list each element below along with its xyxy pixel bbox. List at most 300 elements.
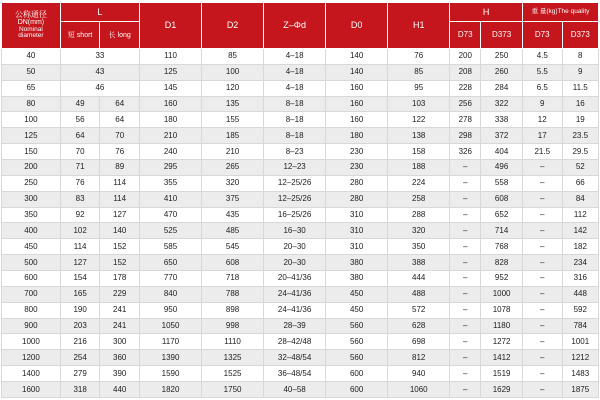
cell-h1: 85 (388, 64, 450, 80)
cell-z: 16–30 (264, 223, 326, 239)
cell-l-short: 64 (60, 128, 100, 144)
cell-weight-d73: – (522, 239, 562, 255)
cell-d1: 585 (140, 239, 202, 255)
cell-dn: 150 (2, 144, 61, 160)
dn-header-en1: Nominal (18, 25, 43, 33)
cell-h1: 388 (388, 255, 450, 271)
cell-weight-d373: 1875 (562, 382, 598, 398)
header-row-top (2, 3, 599, 22)
cell-weight-d73: – (522, 191, 562, 207)
cell-l-long: 76 (100, 144, 140, 160)
cell-d0: 160 (326, 112, 388, 128)
cell-l-long: 152 (100, 239, 140, 255)
cell-l-short: 127 (60, 255, 100, 271)
cell-d2: 185 (202, 128, 264, 144)
cell-h-d373: 404 (481, 144, 523, 160)
cell-d0: 230 (326, 144, 388, 160)
cell-d0: 230 (326, 160, 388, 176)
cell-l-short: 76 (60, 175, 100, 191)
cell-l-short: 83 (60, 191, 100, 207)
d2-header: D2 (202, 3, 264, 49)
cell-d2: 608 (202, 255, 264, 271)
h-header: H (450, 3, 523, 22)
cell-l-long: 178 (100, 271, 140, 287)
cell-weight-d73: – (522, 207, 562, 223)
cell-d0: 310 (326, 207, 388, 223)
cell-l-long: 127 (100, 207, 140, 223)
cell-l-long: 241 (100, 302, 140, 318)
cell-h-d73: – (450, 239, 481, 255)
cell-weight-d73: – (522, 334, 562, 350)
cell-dn: 65 (2, 80, 61, 96)
cell-h1: 158 (388, 144, 450, 160)
cell-d1: 1170 (140, 334, 202, 350)
table-row (2, 144, 599, 160)
table-row (2, 96, 599, 112)
cell-z: 40–58 (264, 382, 326, 398)
cell-dn: 300 (2, 191, 61, 207)
cell-d2: 1750 (202, 382, 264, 398)
cell-weight-d373: 52 (562, 160, 598, 176)
cell-l-short: 49 (60, 96, 100, 112)
cell-weight-d373: 1001 (562, 334, 598, 350)
cell-d1: 1820 (140, 382, 202, 398)
cell-h-d73: – (450, 382, 481, 398)
cell-h-d73: 256 (450, 96, 481, 112)
dn-header-unit: DN(mm) (17, 19, 45, 27)
cell-h-d73: – (450, 160, 481, 176)
cell-weight-d373: 592 (562, 302, 598, 318)
cell-h-d373: 372 (481, 128, 523, 144)
table-row (2, 64, 599, 80)
cell-d1: 240 (140, 144, 202, 160)
cell-d2: 320 (202, 175, 264, 191)
cell-h-d73: 298 (450, 128, 481, 144)
cell-h-d73: – (450, 191, 481, 207)
cell-weight-d373: 84 (562, 191, 598, 207)
cell-l-short: 318 (60, 382, 100, 398)
cell-z: 28–42/48 (264, 334, 326, 350)
cell-d2: 135 (202, 96, 264, 112)
cell-h-d373: 608 (481, 191, 523, 207)
cell-z: 24–41/36 (264, 286, 326, 302)
cell-weight-d73: 9 (522, 96, 562, 112)
cell-h-d73: 326 (450, 144, 481, 160)
cell-d1: 110 (140, 49, 202, 65)
cell-weight-d373: 316 (562, 271, 598, 287)
cell-dn: 40 (2, 49, 61, 65)
table-row (2, 350, 599, 366)
cell-d1: 295 (140, 160, 202, 176)
cell-d0: 560 (326, 318, 388, 334)
cell-z: 36–48/54 (264, 366, 326, 382)
cell-d1: 410 (140, 191, 202, 207)
cell-z: 24–41/36 (264, 302, 326, 318)
cell-d2: 1525 (202, 366, 264, 382)
cell-z: 28–39 (264, 318, 326, 334)
cell-l-long: 390 (100, 366, 140, 382)
cell-z: 8–23 (264, 144, 326, 160)
weight-d73-header: D73 (522, 22, 562, 49)
cell-h-d373: 1629 (481, 382, 523, 398)
cell-h-d73: 278 (450, 112, 481, 128)
cell-h-d373: 1180 (481, 318, 523, 334)
cell-d2: 788 (202, 286, 264, 302)
cell-h-d373: 652 (481, 207, 523, 223)
cell-d1: 470 (140, 207, 202, 223)
cell-l-short: 102 (60, 223, 100, 239)
cell-d1: 770 (140, 271, 202, 287)
cell-weight-d73: – (522, 160, 562, 176)
cell-weight-d73: – (522, 271, 562, 287)
cell-dn: 50 (2, 64, 61, 80)
cell-d2: 210 (202, 144, 264, 160)
cell-d1: 145 (140, 80, 202, 96)
l-short-header: 短 short (60, 22, 100, 49)
cell-h-d373: 714 (481, 223, 523, 239)
table-row (2, 128, 599, 144)
cell-weight-d73: 4.5 (522, 49, 562, 65)
cell-weight-d373: 19 (562, 112, 598, 128)
cell-l-long: 64 (100, 112, 140, 128)
cell-z: 12–23 (264, 160, 326, 176)
cell-l-short: 92 (60, 207, 100, 223)
cell-h-d373: 1272 (481, 334, 523, 350)
cell-d1: 1590 (140, 366, 202, 382)
dn-header-cn: 公称通径 (14, 9, 47, 19)
spec-table (1, 2, 599, 398)
cell-d0: 160 (326, 80, 388, 96)
dn-header (2, 3, 61, 49)
cell-d0: 310 (326, 223, 388, 239)
cell-d2: 85 (202, 49, 264, 65)
cell-h-d373: 496 (481, 160, 523, 176)
table-row (2, 271, 599, 287)
h-d373-header: D373 (481, 22, 523, 49)
cell-d1: 355 (140, 175, 202, 191)
cell-dn: 800 (2, 302, 61, 318)
cell-weight-d373: 784 (562, 318, 598, 334)
table-row (2, 382, 599, 398)
cell-h-d73: – (450, 255, 481, 271)
cell-d0: 160 (326, 96, 388, 112)
cell-dn: 500 (2, 255, 61, 271)
cell-d0: 450 (326, 286, 388, 302)
cell-d2: 120 (202, 80, 264, 96)
cell-l-merged: 33 (60, 49, 139, 65)
cell-d1: 180 (140, 112, 202, 128)
cell-h-d73: – (450, 175, 481, 191)
cell-dn: 200 (2, 160, 61, 176)
cell-d2: 100 (202, 64, 264, 80)
z-header: Z–Φd (264, 3, 326, 49)
cell-h-d373: 284 (481, 80, 523, 96)
table-body (2, 49, 599, 398)
cell-h-d73: 208 (450, 64, 481, 80)
cell-d2: 998 (202, 318, 264, 334)
cell-h-d373: 250 (481, 49, 523, 65)
cell-weight-d73: – (522, 286, 562, 302)
cell-h-d73: – (450, 318, 481, 334)
cell-h-d73: 228 (450, 80, 481, 96)
cell-h-d373: 768 (481, 239, 523, 255)
cell-d1: 525 (140, 223, 202, 239)
cell-l-short: 114 (60, 239, 100, 255)
cell-z: 8–18 (264, 96, 326, 112)
cell-d0: 560 (326, 350, 388, 366)
cell-z: 4–18 (264, 49, 326, 65)
cell-l-long: 114 (100, 175, 140, 191)
cell-weight-d373: 234 (562, 255, 598, 271)
table-row (2, 302, 599, 318)
cell-weight-d73: – (522, 318, 562, 334)
l-header: L (60, 3, 139, 22)
cell-weight-d373: 11.5 (562, 80, 598, 96)
cell-dn: 1400 (2, 366, 61, 382)
cell-dn: 600 (2, 271, 61, 287)
cell-dn: 250 (2, 175, 61, 191)
cell-h-d373: 260 (481, 64, 523, 80)
cell-h1: 488 (388, 286, 450, 302)
cell-weight-d73: – (522, 382, 562, 398)
cell-h1: 444 (388, 271, 450, 287)
cell-d0: 380 (326, 255, 388, 271)
cell-d2: 1110 (202, 334, 264, 350)
cell-l-long: 70 (100, 128, 140, 144)
cell-l-long: 360 (100, 350, 140, 366)
cell-d2: 1325 (202, 350, 264, 366)
cell-l-long: 114 (100, 191, 140, 207)
l-long-header: 长 long (100, 22, 140, 49)
cell-h1: 572 (388, 302, 450, 318)
cell-h1: 103 (388, 96, 450, 112)
cell-h1: 95 (388, 80, 450, 96)
cell-l-long: 89 (100, 160, 140, 176)
cell-d0: 600 (326, 366, 388, 382)
cell-weight-d373: 16 (562, 96, 598, 112)
table-row (2, 80, 599, 96)
h-d73-header: D73 (450, 22, 481, 49)
cell-d2: 155 (202, 112, 264, 128)
cell-l-merged: 43 (60, 64, 139, 80)
cell-weight-d373: 182 (562, 239, 598, 255)
cell-d1: 1050 (140, 318, 202, 334)
cell-weight-d73: 5.5 (522, 64, 562, 80)
table-row (2, 366, 599, 382)
cell-h-d73: – (450, 207, 481, 223)
table-row (2, 286, 599, 302)
cell-h-d373: 1078 (481, 302, 523, 318)
cell-l-long: 152 (100, 255, 140, 271)
table-row (2, 49, 599, 65)
cell-h-d73: – (450, 302, 481, 318)
cell-l-short: 279 (60, 366, 100, 382)
cell-h-d73: – (450, 334, 481, 350)
cell-l-short: 71 (60, 160, 100, 176)
cell-l-long: 229 (100, 286, 140, 302)
cell-d1: 1390 (140, 350, 202, 366)
cell-weight-d73: – (522, 223, 562, 239)
cell-l-short: 70 (60, 144, 100, 160)
cell-h-d73: – (450, 286, 481, 302)
cell-l-short: 203 (60, 318, 100, 334)
cell-d2: 545 (202, 239, 264, 255)
cell-d1: 950 (140, 302, 202, 318)
cell-d0: 180 (326, 128, 388, 144)
cell-weight-d73: – (522, 255, 562, 271)
cell-dn: 80 (2, 96, 61, 112)
cell-z: 20–30 (264, 255, 326, 271)
cell-z: 4–18 (264, 80, 326, 96)
cell-h-d373: 1519 (481, 366, 523, 382)
cell-d2: 375 (202, 191, 264, 207)
cell-h-d373: 952 (481, 271, 523, 287)
cell-d0: 560 (326, 334, 388, 350)
cell-z: 12–25/26 (264, 175, 326, 191)
cell-h1: 698 (388, 334, 450, 350)
cell-weight-d73: – (522, 366, 562, 382)
table-row (2, 318, 599, 334)
cell-h1: 288 (388, 207, 450, 223)
cell-d1: 160 (140, 96, 202, 112)
d1-header: D1 (140, 3, 202, 49)
table-row (2, 191, 599, 207)
cell-z: 4–18 (264, 64, 326, 80)
cell-dn: 1200 (2, 350, 61, 366)
cell-d2: 718 (202, 271, 264, 287)
cell-dn: 700 (2, 286, 61, 302)
cell-h1: 320 (388, 223, 450, 239)
cell-weight-d73: – (522, 302, 562, 318)
cell-d2: 435 (202, 207, 264, 223)
cell-weight-d73: 21.5 (522, 144, 562, 160)
table-row (2, 160, 599, 176)
cell-weight-d373: 1212 (562, 350, 598, 366)
cell-d0: 600 (326, 382, 388, 398)
cell-d0: 280 (326, 175, 388, 191)
table-row (2, 334, 599, 350)
cell-z: 20–30 (264, 239, 326, 255)
cell-h-d373: 322 (481, 96, 523, 112)
cell-h1: 224 (388, 175, 450, 191)
cell-d0: 450 (326, 302, 388, 318)
cell-weight-d73: – (522, 175, 562, 191)
cell-d0: 310 (326, 239, 388, 255)
cell-weight-d373: 448 (562, 286, 598, 302)
table-row (2, 223, 599, 239)
cell-weight-d373: 23.5 (562, 128, 598, 144)
cell-h1: 76 (388, 49, 450, 65)
cell-h1: 138 (388, 128, 450, 144)
cell-l-long: 440 (100, 382, 140, 398)
cell-l-long: 64 (100, 96, 140, 112)
cell-weight-d373: 142 (562, 223, 598, 239)
table-row (2, 112, 599, 128)
cell-h-d73: – (450, 223, 481, 239)
cell-h1: 628 (388, 318, 450, 334)
cell-dn: 400 (2, 223, 61, 239)
weight-d373-header: D373 (562, 22, 598, 49)
cell-dn: 1600 (2, 382, 61, 398)
cell-d2: 265 (202, 160, 264, 176)
cell-h-d373: 338 (481, 112, 523, 128)
cell-h-d73: – (450, 366, 481, 382)
cell-weight-d73: 6.5 (522, 80, 562, 96)
cell-d1: 840 (140, 286, 202, 302)
cell-dn: 100 (2, 112, 61, 128)
cell-weight-d73: 12 (522, 112, 562, 128)
weight-header: 重 量(kg)The quality (522, 3, 598, 22)
cell-h-d373: 828 (481, 255, 523, 271)
table-row (2, 175, 599, 191)
d0-header: D0 (326, 3, 388, 49)
cell-l-merged: 46 (60, 80, 139, 96)
cell-z: 32–48/54 (264, 350, 326, 366)
cell-l-short: 56 (60, 112, 100, 128)
cell-h1: 812 (388, 350, 450, 366)
cell-h-d73: 200 (450, 49, 481, 65)
cell-dn: 450 (2, 239, 61, 255)
table-row (2, 239, 599, 255)
cell-d0: 140 (326, 49, 388, 65)
cell-l-short: 154 (60, 271, 100, 287)
cell-h1: 940 (388, 366, 450, 382)
cell-l-short: 190 (60, 302, 100, 318)
cell-l-short: 216 (60, 334, 100, 350)
cell-weight-d373: 66 (562, 175, 598, 191)
cell-h-d73: – (450, 350, 481, 366)
table-row (2, 255, 599, 271)
cell-h1: 258 (388, 191, 450, 207)
h1-header: H1 (388, 3, 450, 49)
cell-l-short: 165 (60, 286, 100, 302)
cell-weight-d373: 9 (562, 64, 598, 80)
cell-weight-d373: 29.5 (562, 144, 598, 160)
cell-l-short: 254 (60, 350, 100, 366)
cell-l-long: 300 (100, 334, 140, 350)
cell-z: 8–18 (264, 112, 326, 128)
cell-z: 20–41/36 (264, 271, 326, 287)
cell-d1: 650 (140, 255, 202, 271)
cell-h1: 122 (388, 112, 450, 128)
cell-h-d373: 1412 (481, 350, 523, 366)
cell-weight-d373: 112 (562, 207, 598, 223)
dn-header-en2: diameter (18, 32, 44, 40)
cell-h1: 188 (388, 160, 450, 176)
cell-h-d73: – (450, 271, 481, 287)
cell-d0: 140 (326, 64, 388, 80)
cell-d1: 125 (140, 64, 202, 80)
cell-weight-d373: 1483 (562, 366, 598, 382)
cell-d1: 210 (140, 128, 202, 144)
cell-z: 12–25/26 (264, 191, 326, 207)
cell-h-d373: 558 (481, 175, 523, 191)
cell-weight-d73: 17 (522, 128, 562, 144)
cell-z: 8–18 (264, 128, 326, 144)
cell-d0: 380 (326, 271, 388, 287)
cell-weight-d73: – (522, 350, 562, 366)
cell-d2: 898 (202, 302, 264, 318)
cell-dn: 350 (2, 207, 61, 223)
cell-d0: 280 (326, 191, 388, 207)
cell-d2: 485 (202, 223, 264, 239)
table-row (2, 207, 599, 223)
cell-h-d373: 1000 (481, 286, 523, 302)
cell-z: 16–25/26 (264, 207, 326, 223)
cell-dn: 125 (2, 128, 61, 144)
cell-weight-d373: 8 (562, 49, 598, 65)
cell-dn: 1000 (2, 334, 61, 350)
